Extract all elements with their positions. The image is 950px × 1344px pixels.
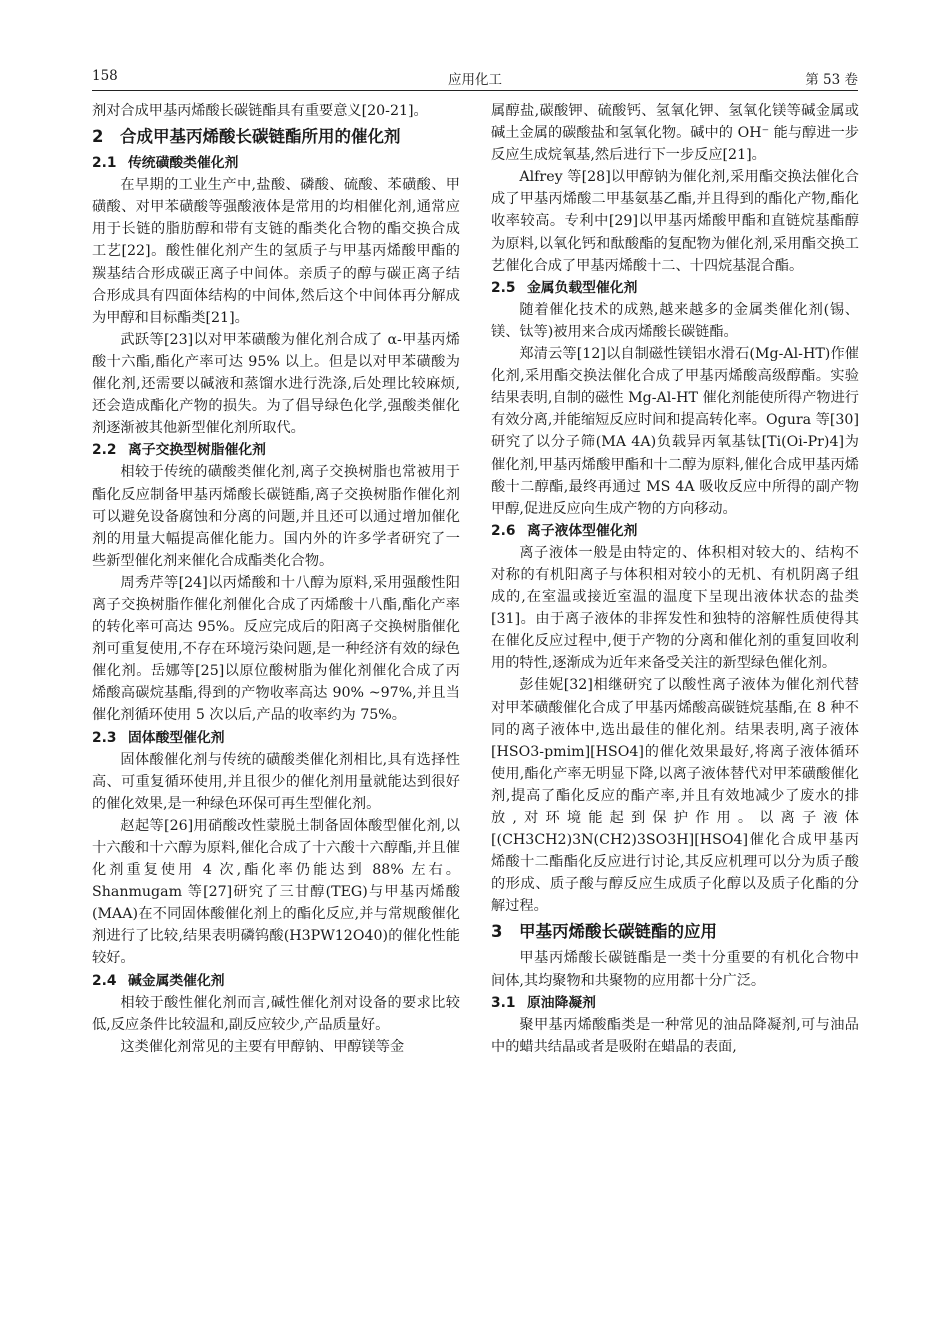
- journal-name: 应用化工: [448, 72, 502, 88]
- section-2-1-heading: 2.1 传统磺酸类催化剂: [92, 155, 239, 172]
- paragraph: 剂对合成甲基丙烯酸长碳链酯具有重要意义[20-21]。: [92, 103, 428, 119]
- right-column: [491, 100, 859, 1058]
- paragraph: 这类催化剂常见的主要有甲醇钠、甲醇镁等金: [120, 1038, 405, 1055]
- paragraph: 武跃等[23]以对甲苯磺酸为催化剂合成了 α-甲基丙烯酸十六酯,酯化产率可达 95% 以上。但是以对甲苯磺酸为催化剂,还需要以碱液和蒸馏水进行洗涤,后处理比较麻烦,还会造成酯化产物的损失。为了倡导绿色化学,强酸类催化剂逐渐被其他新型催化剂所取代。: [92, 331, 460, 437]
- section-2-3-heading: 2.3 固体酸型催化剂: [92, 729, 225, 746]
- paragraph: 聚甲基丙烯酸酯类是一种常见的油品降凝剂,可与油品中的蜡共结晶或者是吸附在蜡晶的表面,: [491, 1016, 859, 1055]
- section-2-6-heading: 2.6 离子液体型催化剂: [491, 522, 638, 539]
- page-header: [92, 64, 858, 91]
- paragraph: 彭佳妮[32]相继研究了以酸性离子液体为催化剂代替对甲苯磺酸催化合成了甲基丙烯酸高碳链烷基酯,在 8 种不同的离子液体中,选出最佳的催化剂。结果表明,离子液体[HSO3-pmim][HSO4]的催化效果最好,将离子液体循环使用,酯化产率无明显下降,以离子液体替代对甲苯磺酸催化剂,提高了酯化反应的酯产率,并且有效地减少了废水的排放,对环境能起到保护作用。以离子液体[(CH3CH2)3N(CH2)3SO3H][HSO4]催化合成甲基丙烯酸十二酯酯化反应进行讨论,其反应机理可以分为质子酸的形成、质子酸与醇反应生成质子化醇以及质子化酯的分解过程。: [491, 677, 859, 915]
- page-number: 158: [92, 68, 118, 84]
- paragraph: 甲基丙烯酸长碳链酯是一类十分重要的有机化合物中间体,其均聚物和共聚物的应用都十分广泛。: [491, 950, 859, 989]
- paragraph: 相较于传统的磺酸类催化剂,离子交换树脂也常被用于酯化反应制备甲基丙烯酸长碳链酯,离子交换树脂作催化剂可以避免设备腐蚀和分离的问题,并且还可以通过增加催化剂的用量大幅提高催化能力。国内外的许多学者研究了一些新型催化剂来催化合成酯类化合物。: [92, 464, 460, 569]
- volume-label: 第 53 卷: [805, 72, 858, 88]
- paragraph: 离子液体一般是由特定的、体积相对较大的、结构不对称的有机阳离子与体积相对较小的无机、有机阴离子组成的,在室温或接近室温的温度下呈现出液体状态的盐类[31]。由于离子液体的非挥发性和独特的溶解性质使得其在催化反应过程中,便于产物的分离和催化剂的重复回收利用的特性,逐渐成为近年来备受关注的新型绿色催化剂。: [491, 544, 859, 672]
- paragraph: 郑清云等[12]以自制磁性镁铝水滑石(Mg-Al-HT)作催化剂,采用酯交换法催化合成了甲基丙烯酸高级醇酯。实验结果表明,自制的磁性 Mg-Al-HT 催化剂能使所得产物进行有效分离,并能缩短反应时间和提高转化率。Ogura 等[30]研究了以分子筛(MA 4A)负载异丙氧基钛[Ti(Oi-Pr)4]为催化剂,甲基丙烯酸甲酯和十二醇为原料,催化合成甲基丙烯酸十二醇酯,最终再通过 MS 4A 吸收反应中所得的副产物甲醇,促进反应向生成产物的方向移动。: [491, 346, 859, 517]
- paragraph: 周秀芹等[24]以丙烯酸和十八醇为原料,采用强酸性阳离子交换树脂作催化剂催化合成了丙烯酸十八酯,酯化产率的转化率可高达 95%。反应完成后的阳离子交换树脂催化剂可重复使用,不存在环境污染问题,是一种经济有效的绿色催化剂。岳娜等[25]以原位酸树脂为催化剂催化合成了丙烯酸高碳烷基酯,得到的产物收率高达 90% ~97%,并且当催化剂循环使用 5 次以后,产品的收率约为 75%。: [92, 574, 460, 724]
- paragraph: 属醇盐,碳酸钾、硫酸钙、氢氧化钾、氢氧化镁等碱金属或碱土金属的碳酸盐和氢氧化物。碱中的 OH⁻ 能与醇进一步反应生成烷氧基,然后进行下一步反应[21]。: [491, 103, 859, 164]
- paragraph: 固体酸催化剂与传统的磺酸类催化剂相比,具有选择性高、可重复循环使用,并且很少的催化剂用量就能达到很好的催化效果,是一种绿色环保可再生型催化剂。: [92, 751, 460, 812]
- paragraph: 随着催化技术的成熟,越来越多的金属类催化剂(锡、镁、钛等)被用来合成丙烯酸长碳链酯。: [491, 301, 859, 340]
- paragraph: 在早期的工业生产中,盐酸、磷酸、硫酸、苯磺酸、甲磺酸、对甲苯磺酸等强酸液体是常用的均相催化剂,通常应用于长链的脂肪醇和带有支链的酯类化合物的酯交换合成工艺[22]。酸性催化剂产生的氢质子与甲基丙烯酸甲酯的羰基结合形成碳正离子中间体。亲质子的醇与碳正离子结合形成具有四面体结构的中间体,然后这个中间体再分解成为甲醇和目标酯类[21]。: [92, 177, 460, 326]
- paragraph: Alfrey 等[28]以甲醇钠为催化剂,采用酯交换法催化合成了甲基丙烯酸二甲基氨基乙酯,并且得到的酯化产物,酯化收率较高。专利中[29]以甲基丙烯酸甲酯和直链烷基酯醇为原料,以氧化钙和酞酸酯的复配物为催化剂,采用酯交换工艺催化合成了甲基丙烯酸十二、十四烷基混合酯。: [491, 169, 859, 274]
- section-2-4-heading: 2.4 碱金属类催化剂: [92, 972, 225, 989]
- section-2-5-heading: 2.5 金属负载型催化剂: [491, 279, 638, 296]
- section-3-heading: 3 甲基丙烯酸长碳链酯的应用: [491, 922, 717, 942]
- section-2-2-heading: 2.2 离子交换型树脂催化剂: [92, 442, 266, 459]
- section-3-1-heading: 3.1 原油降凝剂: [491, 994, 596, 1011]
- paragraph: 赵起等[26]用硝酸改性蒙脱土制备固体酸型催化剂,以十六酸和十六醇为原料,催化合成了十六酸十六醇酯,并且催化剂重复使用 4 次,酯化率仍能达到 88% 左右。Shanmugam 等[27]研究了三甘醇(TEG)与甲基丙烯酸(MAA)在不同固体酸催化剂上的酯化反应,并与常规酸催化剂进行了比较,结果表明磷钨酸(H3PW12O40)的催化性能较好。: [92, 817, 460, 967]
- paragraph: 相较于酸性催化剂而言,碱性催化剂对设备的要求比较低,反应条件比较温和,副反应较少,产品质量好。: [92, 994, 460, 1033]
- section-2-heading: 2 合成甲基丙烯酸长碳链酯所用的催化剂: [92, 127, 401, 147]
- left-column: [92, 100, 460, 1058]
